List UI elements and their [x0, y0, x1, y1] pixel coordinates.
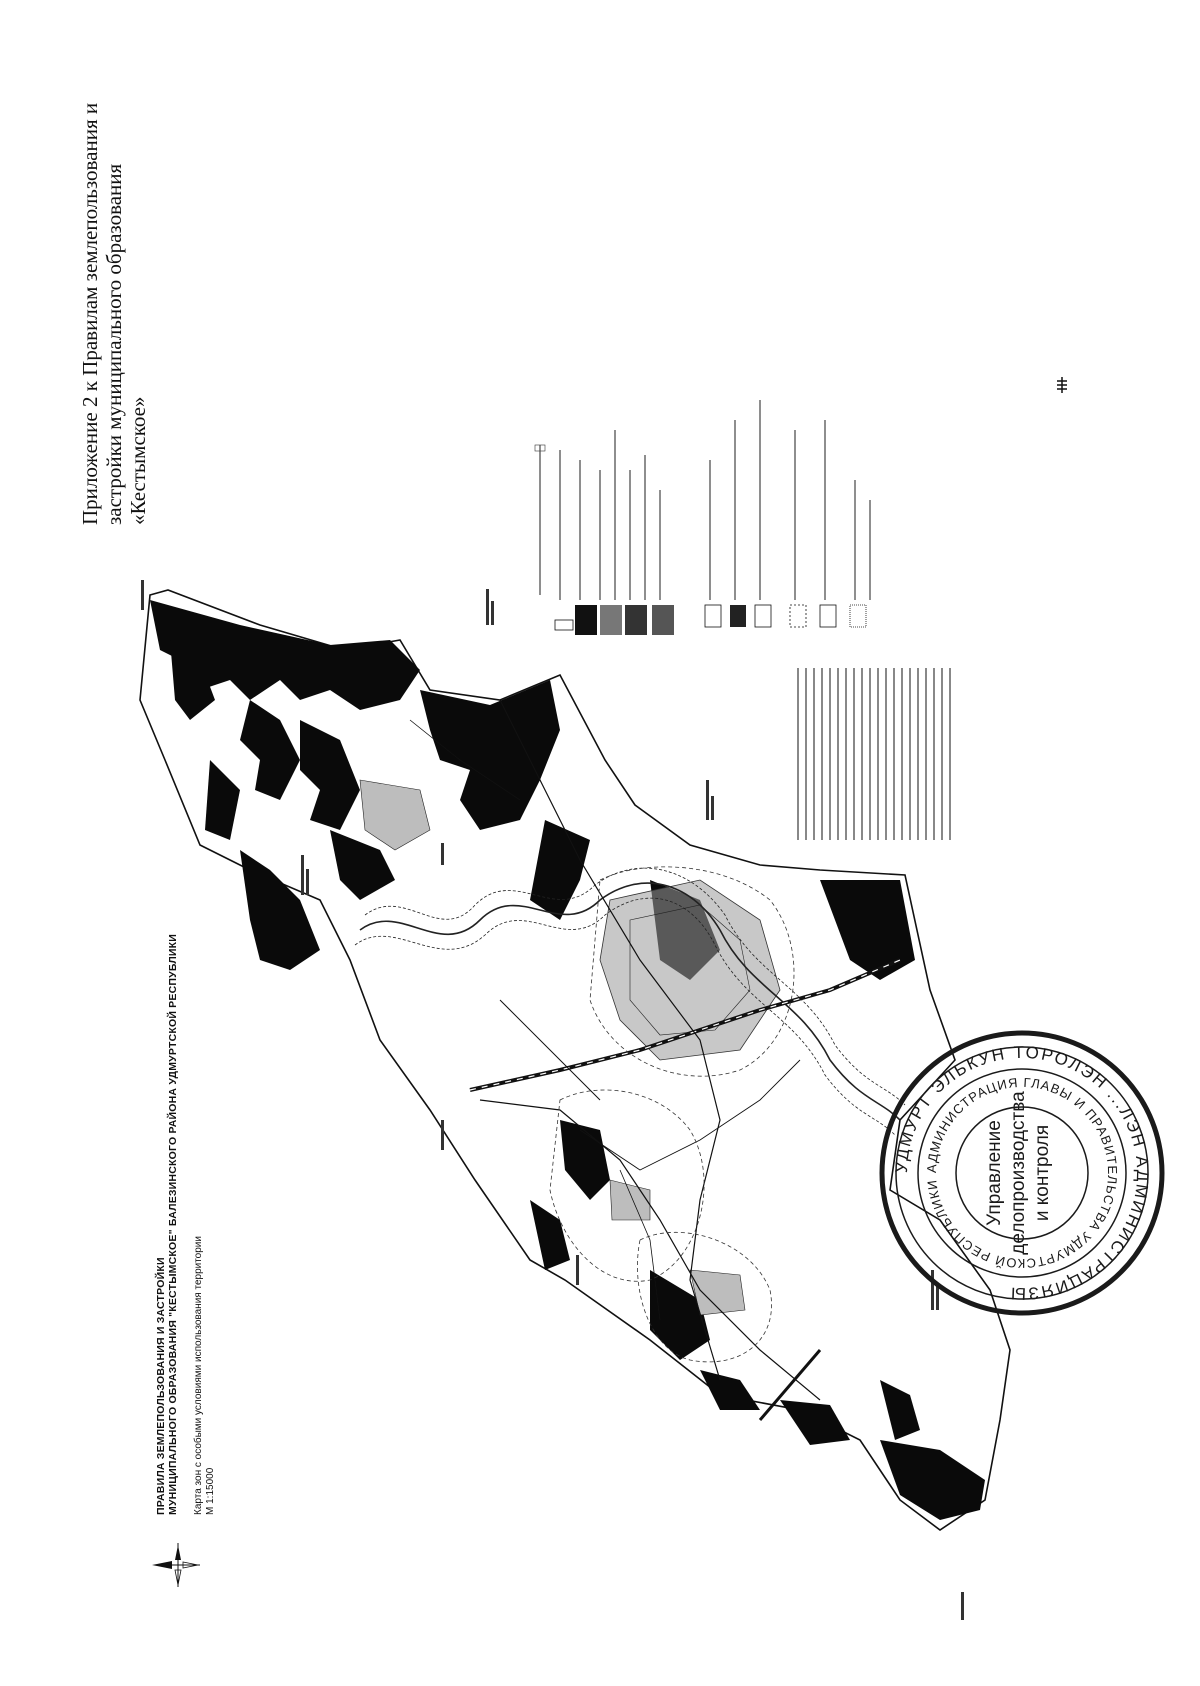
stamp-outer-text: УДМУРТ ЭЛЬКУН ТОРОЛЭН ...ЛЭН АДМИНИСТРАЦИЯЗЫ: [891, 1042, 1153, 1304]
north-arrow-icon: [152, 1543, 200, 1587]
appendix-line-2: застройки муниципального образования: [102, 163, 126, 525]
stamp-inner-text: АДМИНИСТРАЦИЯ ГЛАВЫ И ПРАВИТЕЛЬСТВА УДМУРТСКОЙ РЕСПУБЛИКИ: [923, 1074, 1121, 1272]
official-stamp: [882, 1033, 1162, 1313]
stamp-center-line-3: и контроля: [1032, 1124, 1053, 1222]
stamp-center-line-2: делопроизводства: [1008, 1091, 1029, 1255]
map-scale: М 1:15000: [205, 1467, 216, 1515]
map-title-line-1: ПРАВИЛА ЗЕМЛЕПОЛЬЗОВАНИЯ И ЗАСТРОЙКИ: [155, 1257, 167, 1515]
map-subtitle: Карта зон с особыми условиями использования территории: [193, 1236, 204, 1515]
appendix-line-3: «Кестымское»: [126, 396, 150, 525]
notes-block: [798, 668, 950, 840]
map-title-line-2: МУНИЦИПАЛЬНОГО ОБРАЗОВАНИЯ "КЕСТЫМСКОЕ" БАЛЕЗИНСКОГО РАЙОНА УДМУРТСКОЙ РЕСПУБЛИКИ: [167, 933, 179, 1515]
corner-mark-icon: [1057, 377, 1067, 393]
appendix-line-1: Приложение 2 к Правилам землепользования и: [78, 102, 102, 525]
map-legend: [535, 400, 870, 635]
forest-areas: [150, 600, 985, 1520]
stamp-center-line-1: Управление: [984, 1120, 1005, 1226]
